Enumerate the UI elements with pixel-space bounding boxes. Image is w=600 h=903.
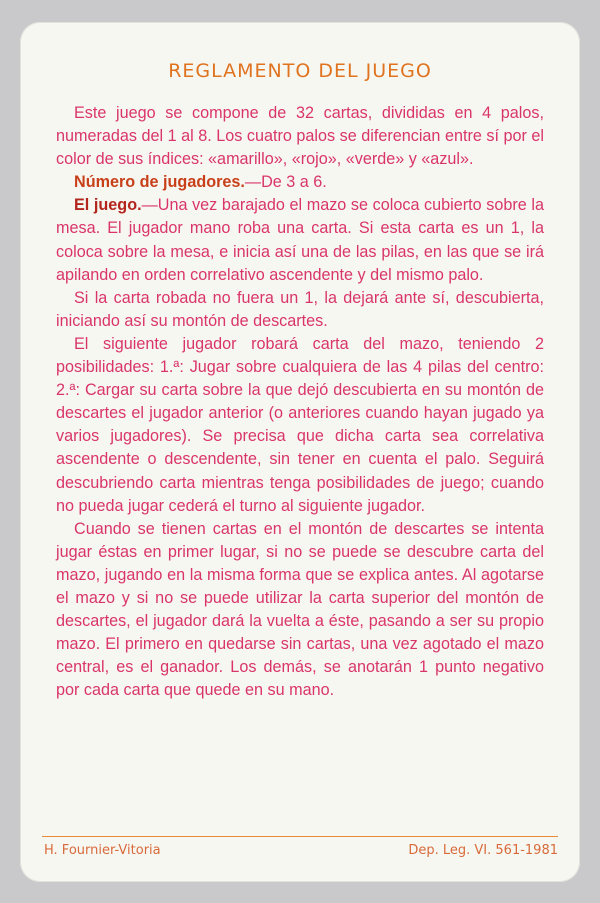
paragraph-text: —De 3 a 6. bbox=[244, 173, 327, 192]
paragraph-text: Este juego se compone de 32 cartas, divididas en 4 palos, numeradas del 1 al 8. Los cuatro palos se diferencian entre sí por el color de sus índices: «amarillo», «rojo», «verde» y «azul». bbox=[56, 104, 544, 169]
paragraph-end bbox=[56, 518, 544, 703]
paragraph-game bbox=[56, 194, 544, 286]
paragraph-text: El siguiente jugador robará carta del mazo, teniendo 2 posibilidades: 1.ª: Jugar sobre cualquiera de las 4 pilas del centro: 2.ª: Cargar su carta sobre la que dejó descubierta en su montón de descartes el jugador anterior (o anteriores cuando hayan jugado ya varios jugadores). Se precisa que dicha carta sea correlativa ascendente o descendente, sin tener en cuenta el palo. Seguirá descubriendo carta mientras tenga posibilidades de juego; cuando no pueda jugar cederá el turno al siguiente jugador. bbox=[56, 334, 544, 515]
publisher-credit: H. Fournier-Vitoria bbox=[44, 843, 161, 858]
rules-text bbox=[56, 102, 544, 702]
card-title: REGLAMENTO DEL JUEGO bbox=[168, 60, 432, 82]
game-heading: El juego. bbox=[74, 196, 142, 215]
legal-deposit: Dep. Leg. VI. 561-1981 bbox=[408, 843, 558, 858]
paragraph-next-player bbox=[56, 333, 544, 518]
paragraph-text: Si la carta robada no fuera un 1, la dejará ante sí, descubierta, iniciando así su montón de descartes. bbox=[56, 288, 544, 330]
paragraph-text: Cuando se tienen cartas en el montón de descartes se intenta jugar éstas en primer lugar, si no se puede se descubre carta del mazo, jugando en la misma forma que se explica antes. Al agotarse el mazo y si no se puede utilizar la carta superior del montón de descartes, el jugador dará la vuelta a éste, pasando a ser su propio mazo. El primero en quedarse sin cartas, una vez agotado el mazo central, es el ganador. Los demás, se anotarán 1 punto negativo por cada carta que quede en su mano. bbox=[56, 519, 544, 700]
paragraph-text: —Una vez barajado el mazo se coloca cubierto sobre la mesa. El jugador mano roba una carta. Si esta carta es un 1, la coloca sobre la mesa, e inicia así una de las pilas, en las que se irá apilando en orden correlativo ascendente y del mismo palo. bbox=[56, 196, 544, 284]
paragraph-discard bbox=[56, 287, 544, 333]
rules-card bbox=[20, 22, 580, 882]
footer-divider bbox=[42, 836, 558, 837]
paragraph-players bbox=[56, 171, 544, 194]
paragraph-intro bbox=[56, 102, 544, 171]
players-heading: Número de jugadores. bbox=[74, 173, 245, 192]
